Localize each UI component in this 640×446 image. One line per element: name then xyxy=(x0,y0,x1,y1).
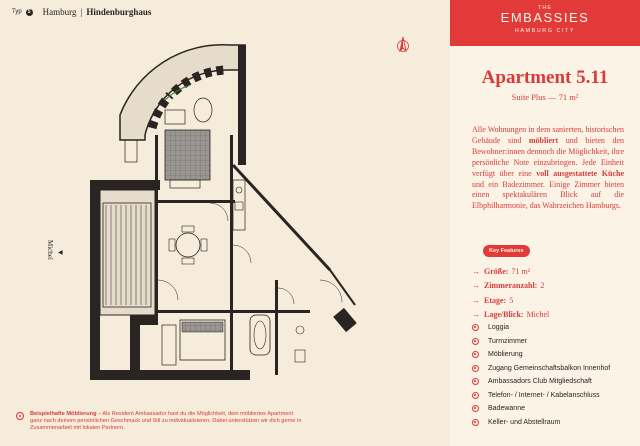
info-dot-icon xyxy=(16,412,24,420)
description-part-3: und ein Badezimmer. Einige Zimmer bieten einen spektakulären Blick auf die Elbphilharmonie, das Wahrzeichen Hamburgs. xyxy=(472,179,624,211)
direction-label-michel: Michel xyxy=(46,240,54,260)
list-item: Ambassadors Club Mitgliedschaft xyxy=(472,376,632,390)
features-list xyxy=(472,322,632,430)
details-panel xyxy=(450,0,640,446)
fact-rooms: → Zimmeranzahl: 2 xyxy=(472,281,545,291)
description-part-2: und bieten den Bewohner:innen dennoch die Möglichkeit, ihre persönliche Note einzubringen. Jede Einheit verfügt über eine xyxy=(472,135,624,178)
fact-size: → Größe: 71 m² xyxy=(472,266,531,276)
list-item: Möblierung xyxy=(472,349,632,363)
list-item: Turmzimmer xyxy=(472,336,632,350)
breadcrumb xyxy=(12,5,151,19)
description-bold-1: möbliert xyxy=(528,135,559,145)
arrow-right-icon: → xyxy=(472,310,480,320)
list-item: Telefon- / Internet- / Kabelanschluss xyxy=(472,390,632,404)
bullet-dot-icon xyxy=(472,351,479,358)
arrow-right-icon: → xyxy=(472,281,480,291)
key-features-badge: Key Features xyxy=(483,245,530,257)
apartment-description xyxy=(472,125,624,212)
fact-view: → Lage/Blick: Michel xyxy=(472,310,550,320)
type-label: Typ xyxy=(12,9,22,15)
apartment-subtitle: Suite Plus — 71 m² xyxy=(511,92,579,102)
footnote-text: – Als Resident Ambassador hast du die Möglichkeit, dein möbliertes Apartment ganz nach deinem persönlichen Geschmack und Stil zu individualisieren. Dabei unterstützen wir dich gerne in Zusammenarbeit mit lokalen Partnern. xyxy=(30,411,302,431)
apartment-title: Apartment 5.11 xyxy=(481,67,609,88)
brand-header[interactable] xyxy=(450,0,640,46)
breadcrumb-separator: | xyxy=(80,7,83,17)
type-number-badge: 5 xyxy=(26,9,33,16)
list-item: Badewanne xyxy=(472,403,632,417)
list-item: Keller- und Abstellraum xyxy=(472,417,632,431)
arrow-right-icon: → xyxy=(472,266,480,276)
breadcrumb-building: Hindenburghaus xyxy=(86,7,152,17)
footnote-title: Beispielhafte Möblierung xyxy=(30,411,97,417)
bullet-dot-icon xyxy=(472,324,479,331)
list-item: Zugang Gemeinschaftsbalkon Innenhof xyxy=(472,363,632,377)
bullet-dot-icon xyxy=(472,378,479,385)
brand-the: THE xyxy=(538,5,552,11)
key-facts-list xyxy=(472,264,632,322)
description-bold-2: voll ausgestattete Küche xyxy=(536,168,624,178)
footnote xyxy=(16,411,306,432)
brand-name: EMBASSIES xyxy=(500,10,590,25)
bullet-dot-icon xyxy=(472,405,479,412)
arrow-right-icon: → xyxy=(472,295,480,305)
bullet-dot-icon xyxy=(472,338,479,345)
list-item: Loggia xyxy=(472,322,632,336)
floor-plan-drawing xyxy=(70,40,370,380)
compass-icon xyxy=(396,36,410,54)
bullet-dot-icon xyxy=(472,365,479,372)
description-part-1: Alle Wohnungen in dem sanierten, historischen Gebäude sind xyxy=(472,125,624,145)
direction-arrow-icon: ◀ xyxy=(58,250,63,256)
bullet-dot-icon xyxy=(472,392,479,399)
bullet-dot-icon xyxy=(472,419,479,426)
brand-city: HAMBURG CITY xyxy=(514,28,576,34)
fact-floor: → Etage: 5 xyxy=(472,295,514,305)
breadcrumb-city[interactable]: Hamburg xyxy=(42,7,77,17)
